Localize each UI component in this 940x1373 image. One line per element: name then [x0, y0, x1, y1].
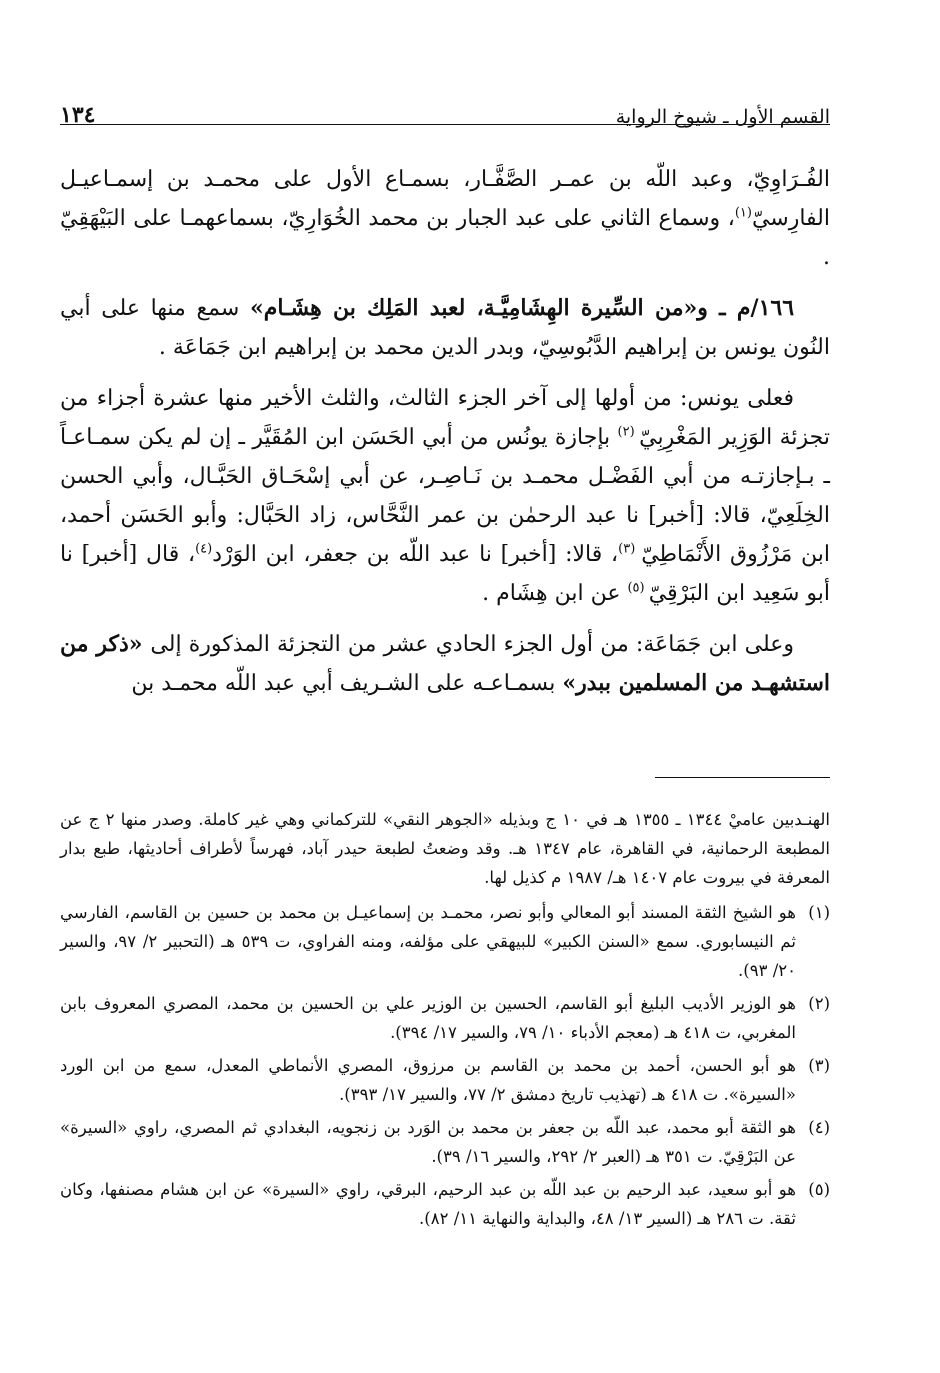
footnote-ref-1[interactable]: (١) — [734, 205, 752, 221]
running-title: القسم الأول ـ شيوخ الرواية — [615, 106, 830, 128]
footnote-continuation: الهنـدبين عاميْ ١٣٤٤ ـ ١٣٥٥ هـ في ١٠ ج وبذيله «الجوهر النقي» للتركماني وهي غير كاملة. وصدر منها ٢ ج عن المطبعة الرحمانية، في القاهرة، عام ١٣٤٧ هـ. وقد وضعتُ لطبعة حيدر آباد، فهرساً لأطراف أحاديثها، طبع بدار المعرفة في بيروت عام ١٤٠٧ هـ/ ١٩٨٧ م كذيل لها. — [60, 810, 830, 887]
footnote-item — [60, 1051, 830, 1109]
footnote-number: (٥) — [808, 1180, 830, 1199]
footnote-item — [60, 898, 830, 985]
footnote-ref-5[interactable]: (٥) — [627, 580, 649, 596]
footnote-ref-3[interactable]: (٣) — [618, 541, 642, 557]
footnote-number: (١) — [808, 903, 830, 922]
footnote-text: هو أبو سعيد، عبد الرحيم بن عبد اللّه بن عبد الرحيم، البرقي، راوي «السيرة» عن ابن هشام مصنفها، وكان ثقة. ت ٢٨٦ هـ (السير ١٣/ ٤٨، والبداية والنهاية ١١/ ٨٢). — [60, 1180, 796, 1228]
quoted-title: «ذكر من استشهـد من المسلمين ببدر» — [60, 631, 830, 696]
paragraph-entry-166: ١٦٦/م ـ و«من السِّيرة الهِشَامِيَّـة، لعبد المَلِك بن هِشَـام» سمع منها على أبي النُون يونس بن إبراهيم الدَّبُوسِيّ، وبدر الدين محمد بن إبراهيم ابن جَمَاعَة . — [60, 295, 830, 360]
footnote-text: هو أبو الحسن، أحمد بن محمد بن القاسم بن مرزوق، المصري الأنماطي المعدل، سمع من ابن الورد «السيرة». ت ٤١٨ هـ (تهذيب تاريخ دمشق ٢/ ٧٧، والسير ١٧/ ٣٩٣). — [60, 1056, 796, 1104]
footnote-number: (٤) — [808, 1118, 830, 1137]
footnote-item — [60, 1175, 830, 1233]
footnotes — [60, 805, 830, 1237]
paragraph-4: وعلى ابن جَمَاعَة: من أول الجزء الحادي عشر من التجزئة المذكورة إلى «ذكر من استشهـد من المسلمين ببدر» بسمـاعـه على الشـريف أبي عبد اللّه محمـد بن — [60, 631, 830, 696]
footnote-text: هو الشيخ الثقة المسند أبو المعالي وأبو نصر، محمـد بن إسماعيـل بن محمد بن حسين بن القاسم، الفارسي ثم النيسابوري. سمع «السنن الكبير» للبيهقي على مؤلفه، ومنه الفراوي، ت ٥٣٩ هـ (التحبير ٢/ ٩٧، والسير ٢٠/ ٩٣). — [60, 903, 797, 980]
footnote-item — [60, 1113, 830, 1171]
footnote-number: (٢) — [808, 994, 830, 1013]
footnote-text: هو الثقة أبو محمد، عبد اللّه بن جعفر بن محمد بن الوَرد بن زنجويه، البغدادي ثم المصري، راوي «السيرة» عن البَرْقِيّ. ت ٣٥١ هـ (العبر ٢/ ٢٩٢، والسير ١٦/ ٣٩). — [60, 1118, 796, 1166]
footnote-ref-4[interactable]: (٤) — [195, 541, 213, 557]
footnote-ref-2[interactable]: (٢) — [617, 424, 640, 440]
main-text — [60, 160, 830, 715]
entry-heading: ١٦٦/م ـ و«من السِّيرة الهِشَامِيَّـة، لعبد المَلِك بن هِشَـام» — [249, 295, 795, 321]
book-page — [60, 60, 830, 1340]
footnote-number: (٣) — [808, 1056, 830, 1075]
footnote-rule — [655, 777, 830, 778]
page-number: ١٣٤ — [60, 102, 96, 128]
footnote-text: هو الوزير الأديب البليغ أبو القاسم، الحسين بن الوزير علي بن الحسين بن محمد، المصري المعروف بابن المغربي، ت ٤١٨ هـ (معجم الأدباء ١٠/ ٧٩، والسير ١٧/ ٣٩٤). — [60, 994, 796, 1042]
header-rule — [60, 124, 830, 125]
paragraph-1: الفُـرَاوِيّ، وعبد اللّه بن عمـر الصَّفَّـار، بسمـاع الأول على محمـد بن إسمـاعيـل الفارِسيّ$^{(١)}$، وسماع الثاني على عبد الجبار بن محمد الخُوَارِيّ، بسماعهمـا على البَيْهَقِيّ . — [60, 167, 830, 270]
paragraph-3: فعلى يونس: من أولها إلى آخر الجزء الثالث، والثلث الأخير منها عشرة أجزاء من تجزئة الوَزِير المَغْرِبِيّ $^{(٢)}$ بإجازة يونُس من أبي الحَسَن ابن المُقَيَّر ـ إن لم يكن سمـاعـاً ـ بـإجازتـه من أبي الفَضْـل محمـد بن نَـاصِـر، عن أبي إسْحَـاق الحَبَّـال، وأبي الحسن الخِلَعِيّ، قالا: [أخبر] نا عبد الرحمٰن بن عمر النَّحَّاس، زاد الحَبَّال: وأبو الحَسَن أحمد، ابن مَرْزُوق الأَنْمَاطِيّ $^{(٣)}$، قالا: [أخبر] نا عبد اللّه بن جعفر، ابن الوَرْد$^{(٤)}$، قال [أخبر] نا أبو سَعِيد ابن البَرْقِيّ $^{(٥)}$ عن ابن هِشَام . — [60, 386, 830, 606]
footnote-item — [60, 989, 830, 1047]
running-header — [60, 80, 830, 128]
